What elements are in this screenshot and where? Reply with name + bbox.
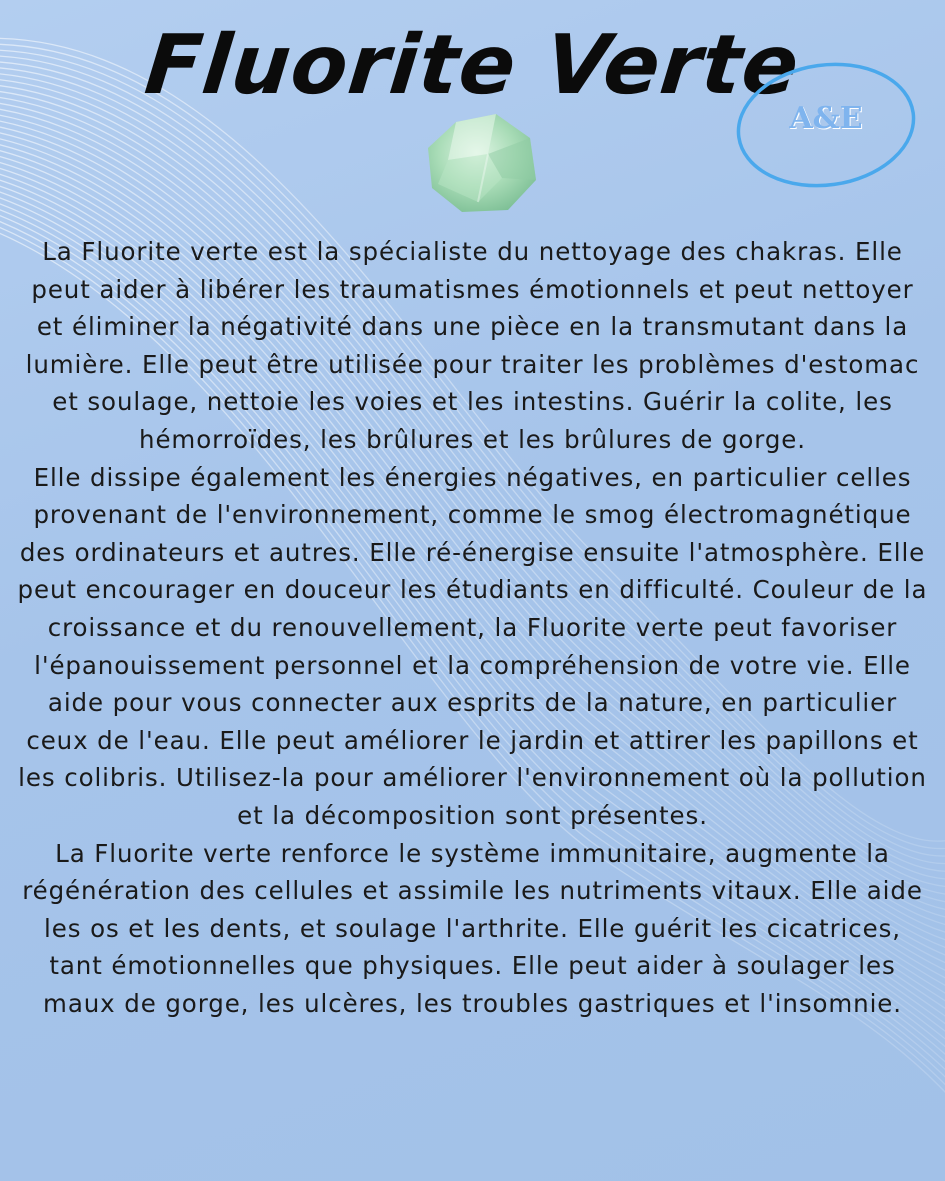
paragraph-energy: Elle dissipe également les énergies négatives, en particulier celles provenant de l'environnement, comme le smog électromagnétique des ordinateurs et autres. Elle ré-énergise ensuite l'atmosphère. Elle peut encourager en douceur les étudiants en difficulté. Couleur de la croissance et du renouvellement, la Fluorite verte peut favoriser l'épanouissement personnel et la compréhension de votre vie. Elle aide pour vous connecter aux esprits de la nature, en particulier ceux de l'eau. Elle peut améliorer le jardin et attirer les papillons et les colibris. Utilisez-la pour améliorer l'environnement où la pollution et la décomposition sont présentes. [17,462,928,830]
logo-text: A&E [789,101,863,136]
page-title: Fluorite Verte [140,18,805,113]
description-text [14,233,931,1022]
paragraph-cleansing: La Fluorite verte est la spécialiste du nettoyage des chakras. Elle peut aider à libérer les traumatismes émotionnels et peut nettoyer et éliminer la négativité dans une pièce en la transmutant dans la lumière. Elle peut être utilisée pour traiter les problèmes d'estomac et soulage, nettoie les voies et les intestins. Guérir la colite, les hémorroïdes, les brûlures et les brûlures de gorge. [25,237,920,454]
green-fluorite-crystal-icon [418,108,548,218]
paragraph-physical: La Fluorite verte renforce le système immunitaire, augmente la régénération des cellules et assimile les nutriments vitaux. Elle aide les os et les dents, et soulage l'arthrite. Elle guérit les cicatrices, tant émotionnelles que physiques. Elle peut aider à soulager les maux de gorge, les ulcères, les troubles gastriques et l'insomnie. [22,838,923,1018]
brand-logo [730,55,922,197]
